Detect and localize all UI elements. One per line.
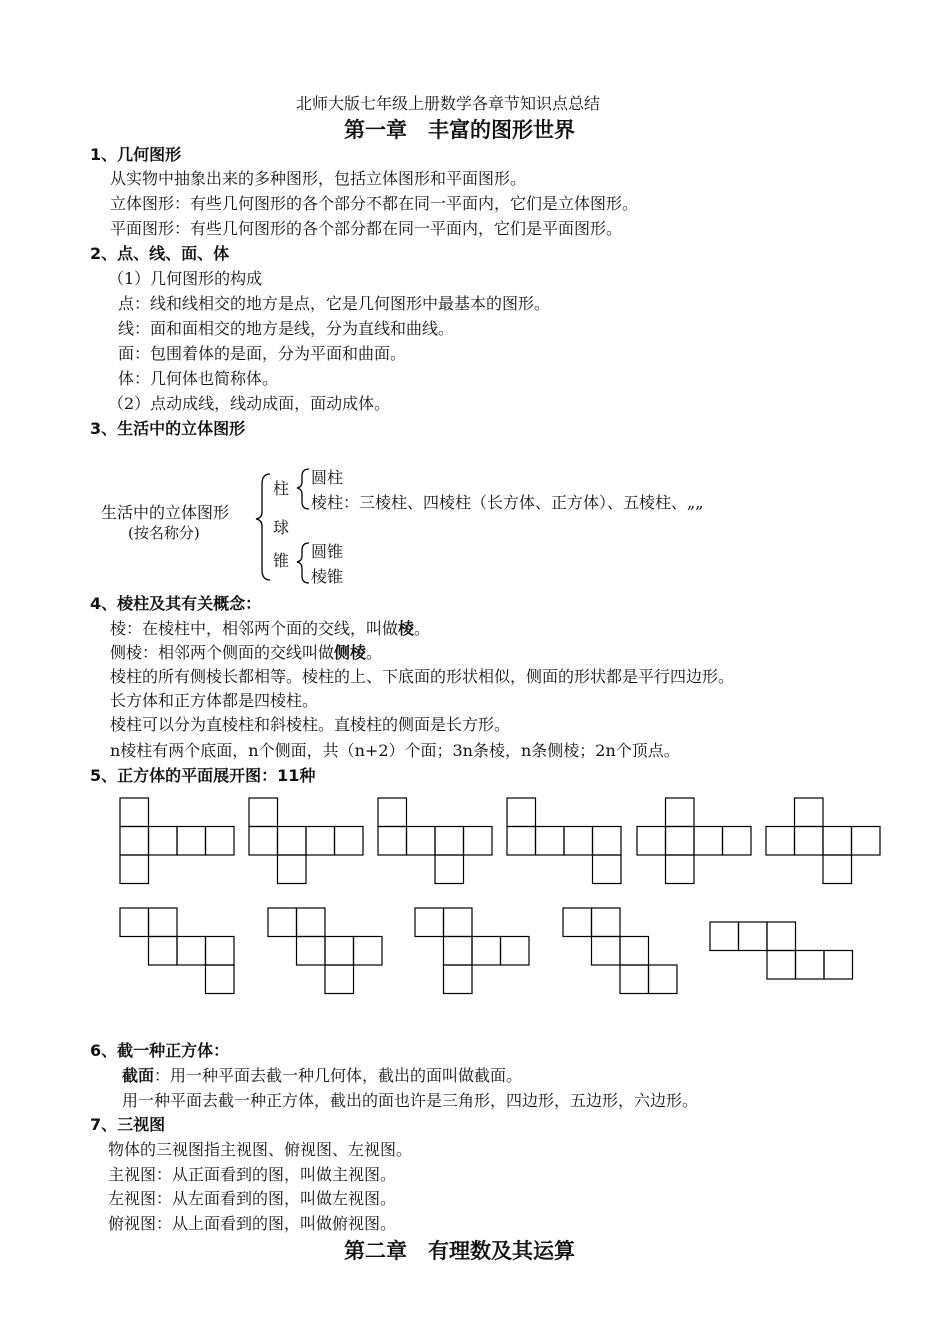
net-square [297,937,326,966]
net-square [852,827,881,856]
net-square [563,908,592,937]
net-square [335,827,364,856]
net-square [444,908,473,937]
net-square [796,951,825,980]
cube-net-4 [507,798,621,884]
tree-root-sub: (按名称分) [128,524,200,542]
section-1-line: 立体图形：有些几何图形的各个部分不都在同一平面内，它们是立体图形。 [110,194,639,213]
net-square [206,965,235,994]
net-square [592,937,621,966]
net-square [564,827,593,856]
section-2-heading: 2、点、线、面、体 [90,244,230,263]
section-7-heading: 7、三视图 [90,1115,166,1134]
net-square [620,937,649,966]
net-square [507,798,536,827]
net-square [739,922,768,951]
net-square [149,827,178,856]
net-square [249,827,278,856]
net-square [710,922,739,951]
section-5-heading: 5、正方体的平面展开图：11种 [90,766,316,785]
net-square [723,827,752,856]
tree-yuanzhui: 圆锥 [311,542,344,561]
cube-net-7 [120,908,234,994]
net-square [378,798,407,827]
section-7-line: 主视图：从正面看到的图，叫做主视图。 [108,1165,397,1184]
net-square [766,827,795,856]
net-square [278,855,307,884]
net-square [501,937,530,966]
section-2-line: （2）点动成线，线动成面，面动成体。 [108,394,391,413]
section-1-line: 平面图形：有些几何图形的各个部分都在同一平面内，它们是平面图形。 [110,219,623,238]
tree-lengzhu: 棱柱：三棱柱、四棱柱（长方体、正方体）、五棱柱、„„ [311,493,704,512]
section-1-line: 从实物中抽象出来的多种图形，包括立体图形和平面图形。 [110,169,527,188]
net-square [694,827,723,856]
section-4-line: 棱：在棱柱中，相邻两个面的交线，叫做棱。 [110,619,431,638]
tree-qiu: 球 [273,518,290,537]
document-title: 北师大版七年级上册数学各章节知识点总结 [296,94,601,113]
net-square [824,951,853,980]
section-4-line: 棱柱的所有侧棱长都相等。棱柱的上、下底面的形状相似，侧面的形状都是平行四边形。 [110,667,735,686]
net-square [306,827,335,856]
section-3-heading: 3、生活中的立体图形 [90,419,246,438]
net-square [149,937,178,966]
net-square [444,937,473,966]
net-square [472,937,501,966]
section-6-heading: 6、截一种正方体： [90,1041,230,1060]
section-1-heading: 1、几何图形 [90,145,182,164]
net-square [666,798,695,827]
section-2-line: 面：包围着体的是面，分为平面和曲面。 [118,344,407,363]
net-square [767,922,796,951]
section-4-heading: 4、棱柱及其有关概念： [90,594,262,613]
cube-net-10 [563,908,677,994]
net-square [249,798,278,827]
net-square [120,855,149,884]
net-square [507,827,536,856]
net-square [268,908,297,937]
section-4-line: 侧棱：相邻两个侧面的交线叫做侧棱。 [110,643,383,662]
net-square [795,798,824,827]
net-square [206,937,235,966]
tree-yuanzhu: 圆柱 [311,468,344,487]
net-square [536,827,565,856]
section-7-line: 俯视图：从上面看到的图，叫做俯视图。 [108,1214,397,1233]
net-square [435,855,464,884]
net-square [177,827,206,856]
cube-net-2 [249,798,363,884]
cube-net-9 [415,908,529,994]
section-4-line: 棱柱可以分为直棱柱和斜棱柱。直棱柱的侧面是长方形。 [110,715,511,734]
section-2-line: （1）几何图形的构成 [108,269,263,288]
net-square [823,827,852,856]
net-square [435,827,464,856]
cube-net-11 [710,922,853,979]
section-2-line: 线：面和面相交的地方是线，分为直线和曲线。 [118,319,455,338]
section-2-line: 点：线和线相交的地方是点，它是几何图形中最基本的图形。 [118,294,551,313]
tree-zhui: 锥 [273,551,290,570]
cube-net-8 [268,908,382,994]
chapter-2-title: 第二章 有理数及其运算 [344,1239,575,1263]
net-square [823,855,852,884]
net-square [378,827,407,856]
net-square [354,937,383,966]
net-square [637,827,666,856]
net-square [593,827,622,856]
net-square [666,855,695,884]
section-4-line: 长方体和正方体都是四棱柱。 [110,691,319,710]
cube-net-5 [637,798,751,884]
section-7-line: 左视图：从左面看到的图，叫做左视图。 [108,1189,397,1208]
section-2-line: 体：几何体也简称体。 [118,369,279,388]
section-6-line: 截面：用一种平面去截一种几何体，截出的面叫做截面。 [122,1066,523,1085]
net-square [593,855,622,884]
net-square [464,827,493,856]
tree-lengzhui: 棱锥 [311,567,344,586]
net-square [444,965,473,994]
net-square [415,908,444,937]
net-square [649,965,678,994]
net-square [620,965,649,994]
section-4-line: n棱柱有两个底面，n个侧面，共（n+2）个面；3n条棱，n条侧棱；2n个顶点。 [110,741,680,760]
net-square [206,827,235,856]
net-square [666,827,695,856]
net-square [278,827,307,856]
net-square [149,908,178,937]
net-square [120,798,149,827]
net-square [592,908,621,937]
tree-zhu: 柱 [273,479,290,498]
net-square [120,827,149,856]
section-7-line: 物体的三视图指主视图、俯视图、左视图。 [108,1140,413,1159]
net-square [325,965,354,994]
net-square [767,951,796,980]
tree-root: 生活中的立体图形 [101,503,230,522]
cube-net-1 [120,798,234,884]
net-square [120,908,149,937]
cube-net-3 [378,798,492,884]
net-square [407,827,436,856]
net-square [325,937,354,966]
chapter-1-title: 第一章 丰富的图形世界 [344,118,575,142]
net-square [297,908,326,937]
cube-net-6 [766,798,880,884]
section-6-line: 用一种平面去截一种正方体，截出的面也许是三角形，四边形，五边形，六边形。 [122,1091,699,1110]
net-square [177,937,206,966]
net-square [795,827,824,856]
